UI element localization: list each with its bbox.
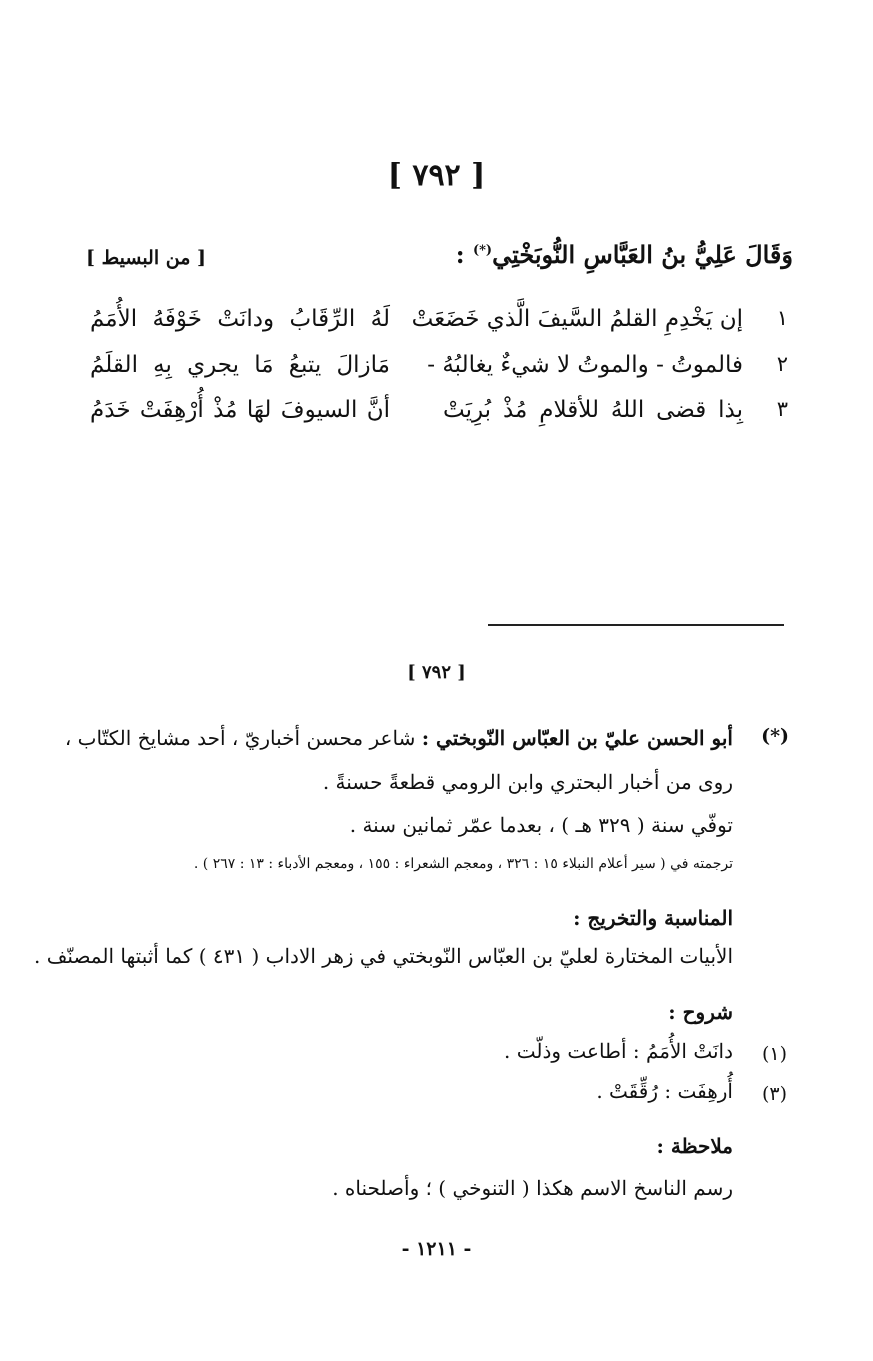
intro-footnote-mark: (*) xyxy=(472,243,493,258)
verse-second-hemistich: مَازالَ يتبعُ مَا يجري بِهِ القلَمُ xyxy=(90,352,390,378)
footnote-separator xyxy=(488,624,784,626)
gloss-number: (٣) xyxy=(761,1083,787,1105)
remark-heading: ملاحظة : xyxy=(656,1134,733,1158)
verse-first-hemistich: فالموتُ - والموتُ لا شيءٌ يغالبُهُ - xyxy=(427,352,743,378)
bio-name: أبو الحسن عليّ بن العبّاس النّوبختي : xyxy=(421,726,733,750)
poem-introduction xyxy=(456,240,793,269)
verse-number: ٣ xyxy=(776,397,788,421)
occasion-heading: المناسبة والتخريج : xyxy=(573,906,733,930)
verse-first-hemistich: بِذا قضى اللهُ للأقلامِ مُذْ بُرِيَتْ xyxy=(443,397,743,423)
glosses-heading: شروح : xyxy=(668,1000,733,1024)
bio-description: شاعر محسن أخباريّ ، أحد مشايخ الكتّاب ، xyxy=(64,726,416,750)
intro-colon: : xyxy=(455,240,465,269)
page-number: - ١٢١١ - xyxy=(401,1238,472,1260)
gloss-number: (١) xyxy=(761,1043,787,1065)
poem-meter: [ من البسيط ] xyxy=(86,247,206,269)
verse-number: ١ xyxy=(776,306,788,330)
gloss-text: أُرهِفَت : رُقِّقَتْ . xyxy=(596,1079,733,1103)
verse-second-hemistich: لَهُ الرِّقَابُ ودانَتْ خَوْفَهُ الأُمَمُ xyxy=(90,306,390,332)
verse-second-hemistich: أنَّ السيوفَ لهَا مُذْ أُرْهِفَتْ خَدَمُ xyxy=(90,397,390,423)
gloss-text: دانَتْ الأُمَمُ : أطاعت وذلّت . xyxy=(504,1039,733,1063)
footnote-poem-number: [ ٧٩٢ ] xyxy=(407,662,466,683)
bio-line xyxy=(65,728,733,748)
bio-sources: ترجمته في ( سير أعلام النبلاء ١٥ : ٣٢٦ ، ومعجم الشعراء : ١٥٥ ، ومعجم الأدباء : ١٣ : ٢٦٧ ) . xyxy=(193,856,733,872)
verse-line xyxy=(0,352,873,392)
remark-text: رسم الناسخ الاسم هكذا ( التنوخي ) ؛ وأصلحناه . xyxy=(332,1176,733,1200)
bio-line: روى من أخبار البحتري وابن الرومي قطعةً حسنةً . xyxy=(322,770,733,794)
occasion-text: الأبيات المختارة لعليّ بن العبّاس النّوبختي في زهر الاداب ( ٤٣١ ) كما أثبتها المصنّف . xyxy=(33,944,733,968)
bio-footnote-marker: (*) xyxy=(761,725,789,747)
verse-number: ٢ xyxy=(776,352,788,376)
verse-line xyxy=(0,397,873,437)
verse-line xyxy=(0,306,873,346)
intro-text: وَقَالَ عَلِيُّ بنُ العَبَّاسِ النُّوبَخْتِي xyxy=(492,240,793,269)
bio-line: توفّي سنة ( ٣٢٩ هـ ) ، بعدما عمّر ثمانين سنة . xyxy=(349,813,733,837)
poem-number: [ ٧٩٢ ] xyxy=(387,158,486,193)
verse-first-hemistich: إن يَخْدِمِ القلمُ السَّيفَ الَّذي خَضَعَتْ xyxy=(411,306,743,332)
